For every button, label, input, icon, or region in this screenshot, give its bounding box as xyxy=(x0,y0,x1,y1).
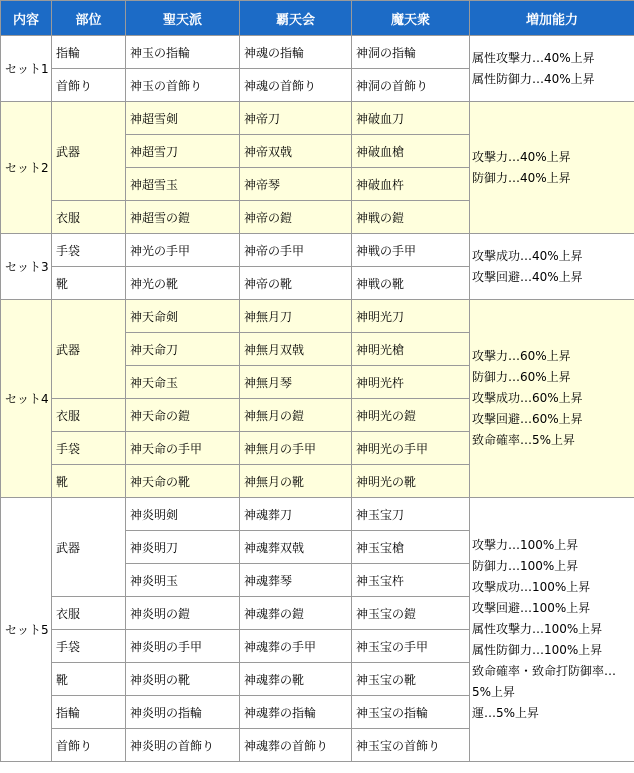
matenshu-item: 神明光の靴 xyxy=(352,465,470,498)
seitenha-item: 神超雪剣 xyxy=(126,102,240,135)
header-seitenha: 聖天派 xyxy=(126,1,240,36)
part-name: 武器 xyxy=(52,102,126,201)
seitenha-item: 神光の手甲 xyxy=(126,234,240,267)
hatenkai-item: 神帝の手甲 xyxy=(240,234,352,267)
set-bonus xyxy=(470,234,634,300)
bonus-line: 攻撃回避…40%上昇 xyxy=(472,269,583,284)
hatenkai-item: 神無月の鎧 xyxy=(240,399,352,432)
part-name: 靴 xyxy=(52,465,126,498)
table-body xyxy=(1,36,634,762)
matenshu-item: 神破血槍 xyxy=(352,135,470,168)
seitenha-item: 神超雪の鎧 xyxy=(126,201,240,234)
set-name: セット4 xyxy=(1,300,52,498)
hatenkai-item: 神無月の手甲 xyxy=(240,432,352,465)
hatenkai-item: 神帝刀 xyxy=(240,102,352,135)
bonus-line: 防御力…100%上昇 xyxy=(472,559,579,573)
part-name: 武器 xyxy=(52,300,126,399)
part-name: 手袋 xyxy=(52,234,126,267)
set-bonus xyxy=(470,102,634,234)
table-row xyxy=(1,102,634,135)
part-name: 靴 xyxy=(52,663,126,696)
hatenkai-item: 神帝琴 xyxy=(240,168,352,201)
part-name: 衣服 xyxy=(52,201,126,234)
bonus-line: 属性防御力…40%上昇 xyxy=(472,71,595,86)
hatenkai-item: 神魂葬双戟 xyxy=(240,531,352,564)
matenshu-item: 神玉宝の手甲 xyxy=(352,630,470,663)
part-name: 靴 xyxy=(52,267,126,300)
seitenha-item: 神天命の靴 xyxy=(126,465,240,498)
table-row xyxy=(1,300,634,333)
header-part: 部位 xyxy=(52,1,126,36)
bonus-line: 属性攻撃力…100%上昇 xyxy=(472,622,603,636)
matenshu-item: 神洞の首飾り xyxy=(352,69,470,102)
bonus-line: 防御力…40%上昇 xyxy=(472,170,571,185)
part-name: 首飾り xyxy=(52,729,126,762)
table-row xyxy=(1,234,634,267)
seitenha-item: 神天命剣 xyxy=(126,300,240,333)
seitenha-item: 神炎明刀 xyxy=(126,531,240,564)
hatenkai-item: 神魂葬琴 xyxy=(240,564,352,597)
header-content: 内容 xyxy=(1,1,52,36)
matenshu-item: 神破血杵 xyxy=(352,168,470,201)
set-bonus xyxy=(470,498,634,762)
set-name: セット5 xyxy=(1,498,52,762)
part-name: 指輪 xyxy=(52,36,126,69)
bonus-line: 運…5%上昇 xyxy=(472,706,540,720)
matenshu-item: 神明光槍 xyxy=(352,333,470,366)
header-matenshu: 魔天衆 xyxy=(352,1,470,36)
matenshu-item: 神戦の靴 xyxy=(352,267,470,300)
matenshu-item: 神玉宝杵 xyxy=(352,564,470,597)
header-hatenkai: 覇天会 xyxy=(240,1,352,36)
bonus-line: 攻撃成功…100%上昇 xyxy=(472,580,591,594)
hatenkai-item: 神魂葬の首飾り xyxy=(240,729,352,762)
hatenkai-item: 神無月刀 xyxy=(240,300,352,333)
matenshu-item: 神玉宝の首飾り xyxy=(352,729,470,762)
part-name: 武器 xyxy=(52,498,126,597)
bonus-line: 攻撃力…60%上昇 xyxy=(472,349,571,363)
matenshu-item: 神明光刀 xyxy=(352,300,470,333)
seitenha-item: 神炎明の首飾り xyxy=(126,729,240,762)
hatenkai-item: 神魂葬の鎧 xyxy=(240,597,352,630)
hatenkai-item: 神魂葬の手甲 xyxy=(240,630,352,663)
matenshu-item: 神明光の鎧 xyxy=(352,399,470,432)
hatenkai-item: 神無月琴 xyxy=(240,366,352,399)
seitenha-item: 神玉の指輪 xyxy=(126,36,240,69)
part-name: 首飾り xyxy=(52,69,126,102)
bonus-line: 攻撃成功…40%上昇 xyxy=(472,248,583,263)
set-name: セット2 xyxy=(1,102,52,234)
matenshu-item: 神明光杵 xyxy=(352,366,470,399)
hatenkai-item: 神魂葬の靴 xyxy=(240,663,352,696)
bonus-line: 防御力…60%上昇 xyxy=(472,370,571,384)
bonus-line: 攻撃回避…100%上昇 xyxy=(472,601,591,615)
hatenkai-item: 神帝の靴 xyxy=(240,267,352,300)
matenshu-item: 神戦の鎧 xyxy=(352,201,470,234)
matenshu-item: 神玉宝刀 xyxy=(352,498,470,531)
header-row xyxy=(1,1,634,36)
seitenha-item: 神超雪刀 xyxy=(126,135,240,168)
header-bonus: 増加能力 xyxy=(470,1,634,36)
bonus-line: 属性攻撃力…40%上昇 xyxy=(472,50,595,65)
matenshu-item: 神玉宝の鎧 xyxy=(352,597,470,630)
hatenkai-item: 神魂葬刀 xyxy=(240,498,352,531)
matenshu-item: 神玉宝槍 xyxy=(352,531,470,564)
seitenha-item: 神炎明剣 xyxy=(126,498,240,531)
seitenha-item: 神超雪玉 xyxy=(126,168,240,201)
set-name: セット3 xyxy=(1,234,52,300)
matenshu-item: 神戦の手甲 xyxy=(352,234,470,267)
bonus-line: 致命確率・致命打防御率…5%上昇 xyxy=(472,664,617,699)
hatenkai-item: 神無月の靴 xyxy=(240,465,352,498)
matenshu-item: 神玉宝の指輪 xyxy=(352,696,470,729)
seitenha-item: 神玉の首飾り xyxy=(126,69,240,102)
part-name: 手袋 xyxy=(52,432,126,465)
bonus-line: 攻撃力…100%上昇 xyxy=(472,538,579,552)
matenshu-item: 神洞の指輪 xyxy=(352,36,470,69)
seitenha-item: 神天命の鎧 xyxy=(126,399,240,432)
hatenkai-item: 神無月双戟 xyxy=(240,333,352,366)
seitenha-item: 神天命の手甲 xyxy=(126,432,240,465)
table-row xyxy=(1,36,634,69)
bonus-line: 致命確率…5%上昇 xyxy=(472,433,576,447)
bonus-line: 攻撃成功…60%上昇 xyxy=(472,391,583,405)
part-name: 衣服 xyxy=(52,597,126,630)
seitenha-item: 神炎明玉 xyxy=(126,564,240,597)
seitenha-item: 神光の靴 xyxy=(126,267,240,300)
bonus-line: 属性防御力…100%上昇 xyxy=(472,643,603,657)
bonus-line: 攻撃回避…60%上昇 xyxy=(472,412,583,426)
part-name: 衣服 xyxy=(52,399,126,432)
bonus-line: 攻撃力…40%上昇 xyxy=(472,149,571,164)
seitenha-item: 神天命刀 xyxy=(126,333,240,366)
seitenha-item: 神炎明の鎧 xyxy=(126,597,240,630)
seitenha-item: 神炎明の指輪 xyxy=(126,696,240,729)
hatenkai-item: 神魂葬の指輪 xyxy=(240,696,352,729)
seitenha-item: 神炎明の手甲 xyxy=(126,630,240,663)
hatenkai-item: 神魂の指輪 xyxy=(240,36,352,69)
hatenkai-item: 神帝双戟 xyxy=(240,135,352,168)
matenshu-item: 神明光の手甲 xyxy=(352,432,470,465)
set-bonus xyxy=(470,300,634,498)
hatenkai-item: 神帝の鎧 xyxy=(240,201,352,234)
seitenha-item: 神炎明の靴 xyxy=(126,663,240,696)
seitenha-item: 神天命玉 xyxy=(126,366,240,399)
matenshu-item: 神玉宝の靴 xyxy=(352,663,470,696)
part-name: 指輪 xyxy=(52,696,126,729)
set-name: セット1 xyxy=(1,36,52,102)
set-bonus xyxy=(470,36,634,102)
matenshu-item: 神破血刀 xyxy=(352,102,470,135)
hatenkai-item: 神魂の首飾り xyxy=(240,69,352,102)
part-name: 手袋 xyxy=(52,630,126,663)
table-row xyxy=(1,498,634,531)
